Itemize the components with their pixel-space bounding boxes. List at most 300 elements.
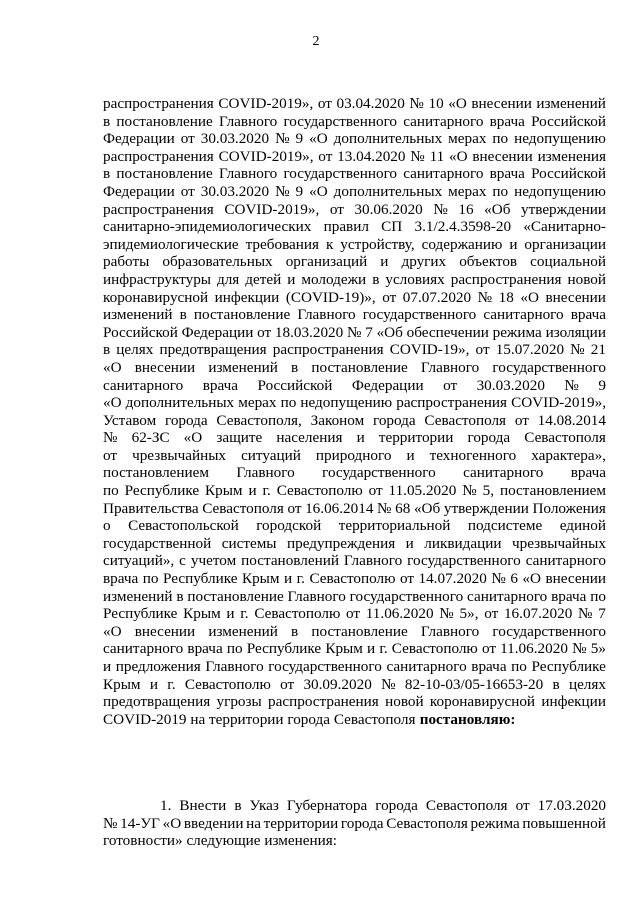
word: по (590, 587, 606, 605)
word: мерах (448, 182, 487, 200)
word: по (226, 640, 243, 658)
word: 5, (482, 482, 495, 500)
word: системы (221, 534, 277, 552)
word: территориальной (338, 517, 451, 535)
text-line (103, 271, 606, 289)
word: Главного (218, 112, 278, 130)
word: утверждении (521, 200, 606, 218)
word: Севастополя (202, 499, 284, 517)
word: в (179, 306, 187, 324)
word: в (372, 270, 380, 288)
word: внесении (134, 358, 196, 376)
word: Российской (531, 112, 606, 130)
word: инфраструктуры (103, 270, 211, 288)
word: 14-УГ (120, 814, 160, 832)
word: № (433, 200, 448, 218)
word: COVID-2019», (218, 95, 314, 112)
word: распространения (103, 200, 214, 218)
word: распространения (268, 693, 379, 711)
word: целях (568, 675, 606, 693)
word: от (280, 675, 295, 693)
text-line (103, 570, 606, 588)
text-line (103, 130, 606, 148)
word: № (381, 675, 396, 693)
word: подсистеме (467, 517, 543, 535)
word: государственного (362, 306, 477, 324)
word: «О (448, 95, 467, 112)
word: № (439, 605, 454, 623)
word: Законом (310, 411, 365, 429)
word: № (564, 376, 579, 394)
word: природного (315, 446, 392, 464)
point-1-last-line-text: готовности» следующие изменения: (103, 832, 337, 850)
word: врача (187, 640, 223, 658)
word: от (180, 182, 195, 200)
word: инфекции (541, 693, 606, 711)
word: Федерации (103, 182, 175, 200)
word: 9 (598, 376, 606, 394)
word: характера», (531, 446, 606, 464)
word: санитарного (403, 112, 484, 130)
word: Главного (420, 358, 480, 376)
text-line (103, 640, 606, 658)
word: населения (276, 429, 343, 447)
word: Республике (163, 570, 238, 588)
word: других (401, 253, 447, 271)
word: внесении (134, 622, 196, 640)
word: режима (470, 814, 520, 832)
word: дополнительных (125, 394, 235, 412)
word: 30.03.2020 (200, 182, 270, 200)
word: Севастополя (425, 797, 508, 814)
word: недопущению (300, 394, 393, 412)
word: врача (489, 112, 525, 130)
word: врача (103, 570, 139, 588)
word: и (287, 270, 296, 288)
text-line (103, 359, 606, 377)
text-line (103, 482, 606, 500)
word: санитарного (525, 552, 606, 570)
point-1-last-line (103, 832, 606, 850)
word: санитарного (483, 306, 564, 324)
word: «О (309, 182, 328, 200)
word: режима (492, 323, 542, 341)
word: недопущению (514, 130, 606, 148)
word: 14.07.2020 (418, 570, 487, 588)
word: санитарного (403, 165, 484, 183)
word: врача (202, 376, 239, 394)
last-line-text: COVID-2019 на территории города Севастополя (103, 710, 416, 728)
word: г. (296, 570, 305, 588)
word: 7 (598, 605, 606, 623)
text-line (103, 306, 606, 324)
word: Губернатора (286, 797, 368, 814)
word: врача (551, 587, 587, 605)
word: СП (381, 218, 403, 236)
page-number: 2 (312, 34, 320, 49)
word: города (340, 814, 384, 832)
text-line (103, 588, 606, 606)
word: Крым (183, 605, 221, 623)
word: внесении (545, 570, 606, 588)
word: «Об (376, 323, 403, 341)
word: Республике (103, 605, 178, 623)
word: постановлений (241, 552, 339, 570)
text-line (103, 201, 606, 219)
word: Крым (241, 570, 280, 588)
text-line (103, 113, 606, 131)
word: 16.06.2014 (305, 499, 374, 517)
word: 9 (295, 182, 304, 200)
word: по (103, 482, 119, 500)
word: № (578, 605, 593, 623)
word: требования (245, 235, 320, 253)
word: предотвращения (103, 693, 211, 711)
word: постановление (311, 622, 408, 640)
word: коронавирусной (429, 693, 536, 711)
word: от (475, 341, 490, 359)
word: «О (103, 622, 122, 640)
word: государственного (268, 658, 382, 675)
word: 18.03.2020 (274, 323, 344, 341)
word: COVID-19», (389, 341, 470, 359)
word: 07.07.2020 (402, 288, 472, 306)
word: изменений (103, 587, 173, 605)
word: новой (567, 270, 606, 288)
word: № (477, 288, 493, 306)
word: изменений (536, 95, 606, 112)
word: организации (524, 235, 606, 253)
word: города (467, 429, 511, 447)
word: санитарно-эпидемиологических (103, 218, 312, 236)
word: угрозы (216, 693, 262, 711)
word: защите (216, 429, 263, 447)
word: 17.03.2020 (537, 797, 606, 814)
word: Федерации (181, 323, 254, 341)
word: № (103, 814, 118, 832)
word: правил (323, 218, 369, 236)
word: чрезвычайных (132, 446, 227, 464)
word: Указ (249, 797, 279, 814)
word: Главного (297, 306, 356, 324)
text-line (103, 693, 606, 711)
word: коронавирусной (103, 288, 209, 306)
word: предложения (115, 658, 201, 675)
word: ситуаций (241, 446, 301, 464)
text-line (103, 95, 606, 113)
resolution-word: постановляю: (419, 710, 516, 728)
word: постановление (116, 112, 213, 130)
word: 16.07.2020 (503, 605, 573, 623)
word: врача (471, 658, 507, 675)
word: постановление (187, 587, 284, 605)
word: инфекции (214, 288, 280, 306)
text-line (103, 552, 606, 570)
word: 7 (365, 323, 373, 341)
point-1-paragraph (103, 797, 606, 850)
word: городской (256, 517, 322, 535)
word: COVID-2019», (224, 200, 320, 218)
text-line (103, 676, 606, 694)
word: и (284, 570, 293, 588)
word: Правительства (103, 499, 199, 517)
word: в (103, 341, 111, 359)
word: устройству, (340, 235, 415, 253)
word: от (180, 130, 195, 148)
word: врача (489, 165, 525, 183)
word: «О (448, 147, 468, 165)
word: предотвращения (159, 341, 267, 359)
word: постановление (193, 306, 291, 324)
word: 6 (510, 570, 518, 588)
word: от (399, 570, 414, 588)
word: 03.04.2020 (336, 95, 405, 112)
text-line (103, 797, 606, 815)
word: 68 (395, 499, 411, 517)
word: государственного (283, 112, 398, 130)
word: Крым (103, 675, 141, 693)
word: от (329, 200, 344, 218)
text-line (103, 394, 606, 412)
text-line (103, 324, 606, 342)
word: от (514, 411, 529, 429)
word: санитарного (463, 464, 544, 482)
word: в (103, 112, 111, 130)
text-line (103, 815, 606, 833)
text-line (103, 148, 606, 166)
word: от (515, 797, 530, 814)
word: «О (162, 814, 182, 832)
word: изоляции (545, 323, 606, 341)
word: Севастополю (184, 675, 271, 693)
word: и (226, 605, 235, 623)
text-line (103, 605, 606, 623)
word: изменений (208, 358, 278, 376)
word: 13.04.2020 (337, 147, 406, 165)
word: государственного (283, 165, 398, 183)
text-line (103, 447, 606, 465)
word: Российской (257, 376, 333, 394)
word: объектов (459, 253, 518, 271)
word: содержанию (421, 235, 503, 253)
word: 5» (590, 640, 606, 658)
word: от (318, 147, 333, 165)
word: 11.06.2020 (500, 640, 568, 658)
word: Главного (287, 587, 346, 605)
word: 11.05.2020 (388, 482, 457, 500)
word: Российской (531, 165, 606, 183)
word: обеспечении (406, 323, 489, 341)
word: государственного (349, 587, 464, 605)
word: и (509, 235, 518, 253)
word: в (291, 358, 299, 376)
word: «Об (484, 200, 511, 218)
word: в (176, 587, 184, 605)
paragraph-last-line (103, 711, 606, 729)
word: г. (262, 482, 271, 500)
word: 9 (295, 130, 304, 148)
text-line (103, 289, 606, 307)
word: государственной (103, 534, 212, 552)
text-line (103, 341, 606, 359)
word: Крым (325, 640, 363, 658)
word: 5», (459, 605, 479, 623)
word: Положения (532, 499, 606, 517)
word: территории (378, 429, 454, 447)
word: для (216, 270, 240, 288)
word: в (103, 165, 111, 183)
word: № (462, 482, 477, 500)
word: организаций (285, 253, 368, 271)
word: ликвидации (424, 534, 502, 552)
word: государственного (492, 358, 606, 376)
word: 82-10-03/05-16653-20 (404, 675, 544, 693)
word: Уставом (103, 411, 157, 429)
word: от (382, 288, 397, 306)
word: «О (520, 288, 539, 306)
word: в (291, 622, 299, 640)
text-line (103, 658, 606, 676)
word: от (287, 499, 302, 517)
word: «О (309, 130, 328, 148)
word: г. (167, 675, 176, 693)
word: г. (379, 640, 388, 658)
word: № (570, 341, 585, 359)
word: социальной (530, 253, 606, 271)
word: Севастополя (386, 814, 468, 832)
word: государственного (407, 552, 521, 570)
word: условиях (385, 270, 445, 288)
word: и (367, 640, 376, 658)
word: санитарного (103, 640, 184, 658)
word: мерах (448, 130, 487, 148)
word: о (103, 517, 111, 535)
word: COVID-2019», (511, 394, 606, 412)
word: Севастопольской (128, 517, 239, 535)
word: «О (103, 358, 122, 376)
word: Крым (204, 482, 243, 500)
word: Республике (531, 658, 606, 675)
word: целях (116, 341, 154, 359)
word: постановлением (499, 482, 606, 500)
word: Республике (124, 482, 200, 500)
word: государственного (492, 622, 606, 640)
text-line (103, 623, 606, 641)
word: с (179, 552, 186, 570)
word: от (317, 95, 332, 112)
word: единой (559, 517, 606, 535)
word: санитарного (467, 587, 548, 605)
word: Севастополю (276, 482, 363, 500)
word: мерах (238, 394, 277, 412)
word: № (103, 429, 118, 447)
word: от (257, 323, 272, 341)
word: ситуаций», (103, 552, 175, 570)
word: Внести (179, 797, 227, 814)
text-line (103, 429, 606, 447)
text-line (103, 183, 606, 201)
word: № (572, 640, 587, 658)
text-line (103, 218, 606, 236)
word: внесении (471, 95, 532, 112)
word: Севастополю (391, 640, 478, 658)
word: Главного (420, 622, 480, 640)
word: и (380, 253, 389, 271)
word: санитарного (103, 376, 184, 394)
word: от (368, 482, 383, 500)
word: дополнительных (333, 182, 443, 200)
word: № (491, 570, 506, 588)
word: молодежи (301, 270, 367, 288)
word: недопущению (514, 182, 606, 200)
word: Федерации (351, 376, 424, 394)
word: Севастополю (309, 570, 396, 588)
word: от (103, 446, 118, 464)
word: «О (183, 429, 203, 447)
word: Главного (218, 165, 278, 183)
text-line (103, 377, 606, 395)
word: внесении (472, 147, 533, 165)
text-line (103, 253, 606, 271)
word: № (346, 323, 362, 341)
word: города (372, 411, 416, 429)
word: распространения (272, 341, 384, 359)
word: 11 (429, 147, 445, 165)
word: распространения (450, 270, 562, 288)
text-line (103, 464, 606, 482)
word: в (234, 797, 242, 814)
word: № (409, 95, 424, 112)
word: 30.06.2020 (354, 200, 423, 218)
word: от (484, 605, 499, 623)
word: Главного (205, 658, 264, 675)
word: 10 (428, 95, 444, 112)
word: дополнительных (333, 130, 443, 148)
word: Севастополя (524, 429, 606, 447)
word: по (280, 394, 297, 412)
word: Главного (343, 552, 403, 570)
word: и (149, 675, 158, 693)
word: № (410, 147, 425, 165)
word: 16 (458, 200, 474, 218)
word: образовательных (162, 253, 273, 271)
word: г. (240, 605, 249, 623)
word: «Санитарно- (523, 218, 606, 236)
word: № (377, 499, 392, 517)
word: 15.07.2020 (495, 341, 565, 359)
word: чрезвычайных (511, 534, 606, 552)
word: (COVID-19)», (285, 288, 376, 306)
text-line (103, 500, 606, 518)
text-line (103, 412, 606, 430)
word: и (248, 482, 257, 500)
word: изменения (537, 147, 606, 165)
word: города (164, 411, 208, 429)
word: предупреждения (286, 534, 396, 552)
word: от (346, 605, 361, 623)
word: от (481, 640, 496, 658)
word: от (443, 376, 458, 394)
word: распространения (396, 394, 507, 412)
text-line (103, 517, 606, 535)
word: распространения (103, 147, 214, 165)
word: учетом (190, 552, 237, 570)
word: в (552, 675, 560, 693)
word: к (325, 235, 334, 253)
word: постановление (311, 358, 408, 376)
word: № (275, 130, 290, 148)
word: 30.03.2020 (476, 376, 545, 394)
